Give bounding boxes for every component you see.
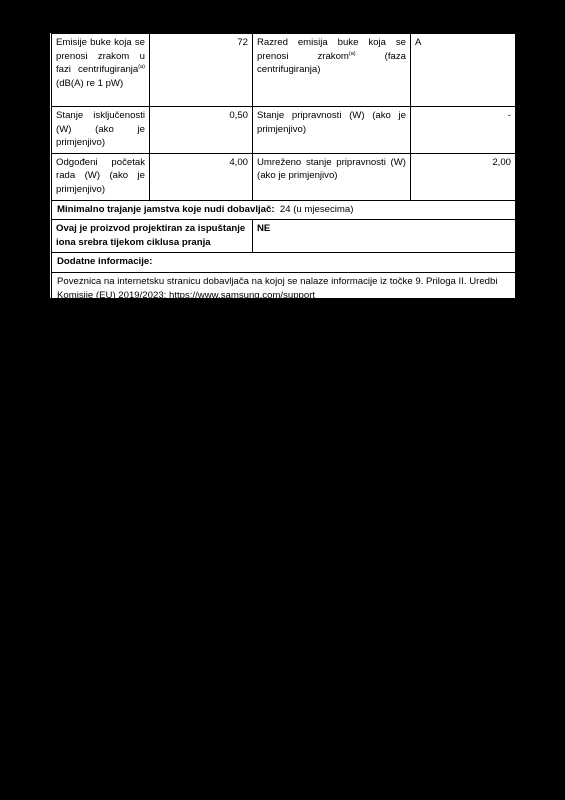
table-row <box>52 153 516 200</box>
additional-info-label: Dodatne informacije: <box>52 253 516 273</box>
noise-class-value: A <box>411 34 516 107</box>
silver-ions-label: Ovaj je proizvod projektiran za ispuštanje iona srebra tijekom ciklusa pranja <box>52 220 253 253</box>
noise-class-label: Razred emisija buke koja se prenosi zrakom$^{(a)}$ (faza centrifugiranja) <box>253 34 411 107</box>
off-mode-label: Stanje isključenosti (W) (ako je primjenjivo) <box>52 107 150 154</box>
table-row <box>52 272 516 308</box>
delay-start-value: 4,00 <box>150 153 253 200</box>
guarantee-cell <box>52 200 516 220</box>
networked-standby-value: 2,00 <box>411 153 516 200</box>
guarantee-label: Minimalno trajanje jamstva koje nudi dobavljač: <box>57 203 275 215</box>
standby-mode-label: Stanje pripravnosti (W) (ako je primjenjivo) <box>253 107 411 154</box>
networked-standby-label: Umreženo stanje pripravnosti (W) (ako je primjenjivo) <box>253 153 411 200</box>
table-row <box>52 107 516 154</box>
noise-emission-label: Emisije buke koja se prenosi zrakom u fazi centrifugiranja$^{(a)}$ (dB(A) re 1 pW) <box>52 34 150 107</box>
guarantee-value: 24 (u mjesecima) <box>279 203 354 215</box>
noise-emission-value: 72 <box>150 34 253 107</box>
off-mode-value: 0,50 <box>150 107 253 154</box>
product-info-table <box>51 33 516 309</box>
table-row <box>52 220 516 253</box>
table-row <box>52 34 516 107</box>
silver-ions-value: NE <box>253 220 516 253</box>
table-row <box>52 253 516 273</box>
table-row <box>52 200 516 220</box>
supplier-link-note: Poveznica na internetsku stranicu dobavljača na kojoj se nalaze informacije iz točke 9. Priloga II. Uredbi Komisije (EU) 2019/2023: https://www.samsung.com/support <box>52 272 516 308</box>
delay-start-label: Odgođeni početak rada (W) (ako je primjenjivo) <box>52 153 150 200</box>
document-page <box>50 33 516 301</box>
standby-mode-value: - <box>411 107 516 154</box>
